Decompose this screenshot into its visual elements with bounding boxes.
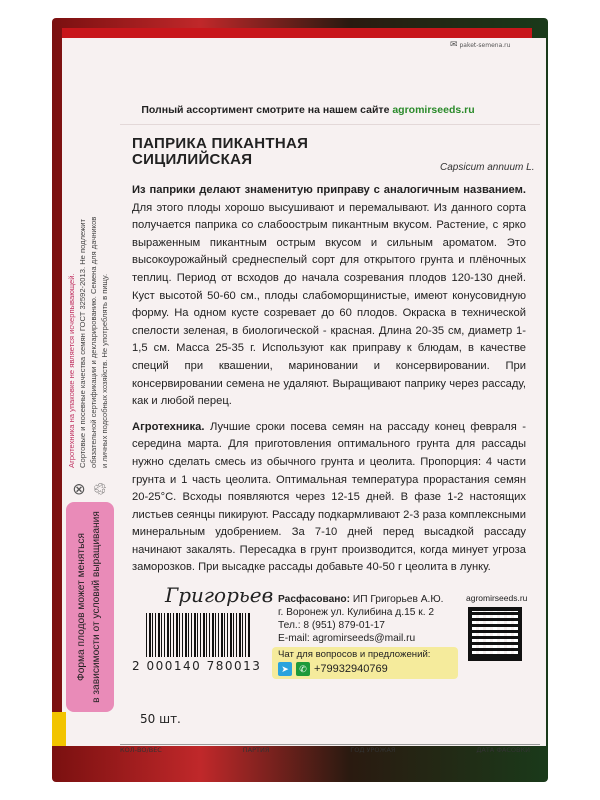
- description-body: Для этого плоды хорошо высушивают и перемалывают. Из данного сорта получается паприка со слабоострым пикантным вкусом. Растение, с ярко выраженным пикантным острым вкусом и сильным ароматом. Это высокоурожайный среднеспелый сорт для открытого грунта и плёночных теплиц. Период от всходов до начала созревания плодов 120-130 дней. Куст высотой 50-60 см., плоды слабоморщинистые, имеют конусовидную форму. На одном кусте созревает до 60 плодов. Окраска в технической спелости зеленая, в биологической - красная. Длина 20-35 см, диаметр 1-1,5 см. Масса 25-35 г. Используют как приправу к блюдам, в качестве специй при квашении, мариновании и консервировании. При консервировании семена не удаляют. Выращивают паприку через рассаду, как и любой перец.: [132, 201, 526, 408]
- barcode: [146, 613, 251, 657]
- no-trash-icon: ⊗: [69, 482, 88, 496]
- assortment-line: [128, 104, 488, 116]
- paket-semena-logo: [450, 40, 510, 50]
- bottom-info: [132, 583, 526, 679]
- site-small: paket-semena.ru: [459, 42, 511, 49]
- side-info: [58, 192, 128, 712]
- legal-text: [66, 192, 110, 468]
- agro-body: Лучшие сроки посева семян на рассаду конец февраля - середина марта. Для приготовления оптимального грунта для рассады нужно сделать смесь из обычного грунта и цеолита. Пропорция: 4 части грунта и 1 часть цеолита. Оптимальная температура прорастания семян 20-25°С. Всходы появляются через 12-15 дней. В фазе 1-2 настоящих листьев сеянцы пикируют. Рассаду подкармливают 2-3 раза комплексными минеральным удобрением. За 7-10 дней перед высадкой рассаду начинают закалять. Пересадка в грунт производится, когда минует угроза заморозков. При высадке рассады добавьте 40-50 г цеолита в лунку.: [132, 420, 526, 574]
- brand-logo: Григорьев: [165, 583, 274, 608]
- footer-year: ГОД УРОЖАЯ: [350, 746, 396, 754]
- product-title: [132, 136, 308, 168]
- chat-box: [272, 647, 458, 679]
- yellow-strip: [52, 712, 66, 746]
- agro-lead: Агротехника.: [132, 420, 205, 433]
- recycle-icons: [68, 482, 112, 496]
- whatsapp-icon[interactable]: ✆: [296, 662, 310, 676]
- quantity: 50 шт.: [140, 712, 181, 726]
- assortment-text: Полный ассортимент смотрите на нашем сайте: [141, 104, 390, 116]
- footer-date: ДАТА ФАСОВКИ: [476, 746, 530, 754]
- packer-phone: Тел.: 8 (951) 879-01-17: [278, 620, 385, 632]
- title-line1: ПАПРИКА ПИКАНТНАЯ: [132, 135, 309, 152]
- telegram-icon[interactable]: ➤: [278, 662, 292, 676]
- description: [132, 182, 526, 411]
- barcode-number: 2 000140 780013: [132, 659, 262, 674]
- footer-qty: КОЛ-ВО/ВЕС: [120, 746, 162, 754]
- footer-batch: ПАРТИЯ: [242, 746, 270, 754]
- description-lead: Из паприки делают знаменитую приправу с аналогичным названием.: [132, 184, 526, 196]
- recycle-icon: ♲: [91, 481, 110, 496]
- latin-name: Capsicum annuum L.: [440, 162, 535, 173]
- packer-address: г. Воронеж ул. Кулибина д.15 к. 2: [278, 607, 435, 619]
- packer-info: [278, 593, 443, 645]
- legal-line3: обязательной сертификации и декларированию. Семена для дачников: [89, 216, 98, 468]
- agrotechnics: [132, 419, 526, 577]
- qr-site: agromirseeds.ru: [466, 593, 528, 604]
- top-stripe: [62, 28, 532, 38]
- legal-line2: Сортовые и посевные качества семян ГОСТ 32592-2013. Не подлежит: [78, 219, 87, 468]
- fruit-shape-note: [66, 502, 114, 712]
- legal-line4: и личных подсобных хозяйств. Не употреблять в пищу.: [100, 273, 109, 468]
- pink-line1: Форма плодов может меняться: [76, 532, 87, 682]
- qr-code[interactable]: [468, 607, 522, 661]
- packer-name: ИП Григорьев А.Ю.: [352, 594, 444, 606]
- legal-line1: Агротехника на упаковке не является исчерпывающей.: [67, 273, 76, 468]
- packer-email[interactable]: E-mail: agromirseeds@mail.ru: [278, 633, 416, 645]
- envelope-icon: ✉: [450, 40, 458, 50]
- divider: [120, 124, 540, 125]
- pink-line2: в зависимости от условий выращивания: [91, 511, 102, 703]
- packer-label: Расфасовано:: [278, 594, 351, 606]
- main-column: [132, 182, 526, 679]
- chat-phone[interactable]: +79932940769: [314, 663, 388, 676]
- chat-label: Чат для вопросов и предложений:: [278, 649, 431, 661]
- title-line2: СИЦИЛИЙСКАЯ: [132, 151, 253, 168]
- footer-labels: [120, 744, 540, 754]
- assortment-site[interactable]: agromirseeds.ru: [392, 104, 475, 116]
